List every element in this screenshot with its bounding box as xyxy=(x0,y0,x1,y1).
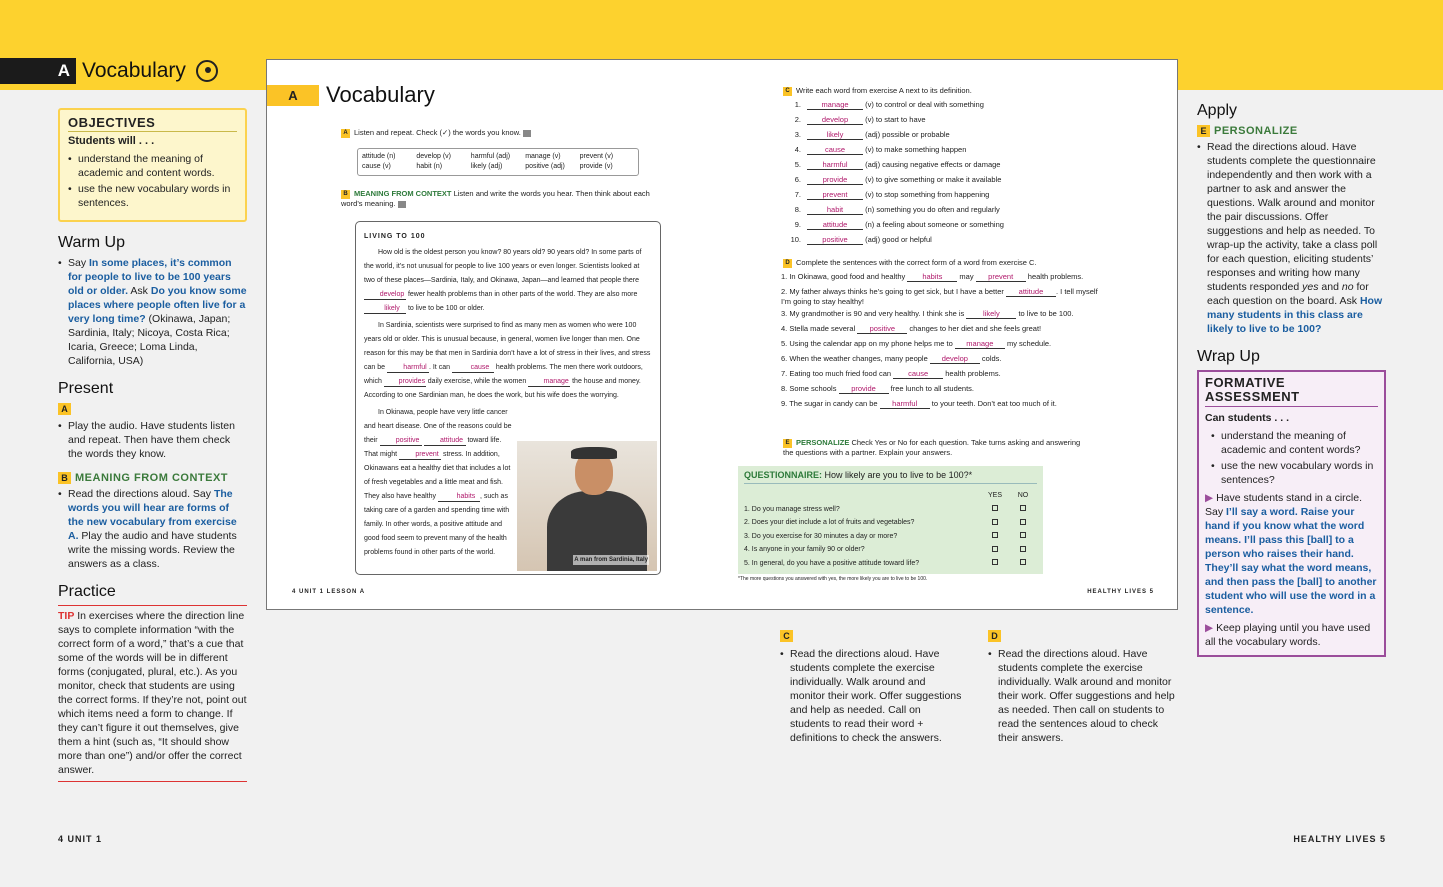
audio-icon[interactable] xyxy=(523,130,531,137)
footer-right: HEALTHY LIVES 5 xyxy=(1293,834,1386,844)
warmup-text: • Say In some places, it’s common for people to live to be 100 years old or older. Ask Do you know some places where people often live for a very long time? (Okinawa, Japan; Sardinia, Italy; Nicoya, Costa Rica; Icaria, Greece; Loma Linda, California, USA) xyxy=(58,256,247,368)
right-teacher-column xyxy=(1197,104,1386,657)
photo-caption: A man from Sardinia, Italy xyxy=(574,557,648,563)
questionnaire-row: 2. Does your diet include a lot of fruits and vegetables? xyxy=(744,516,1037,530)
exercise-e-direction: E PERSONALIZE Check Yes or No for each question. Take turns asking and answering the questions with a partner. Explain your answers. xyxy=(783,438,1081,457)
triangle-bullet-icon: ▶ xyxy=(1205,492,1214,504)
reading-title: LIVING TO 100 xyxy=(364,233,426,240)
formative-lead: Can students . . . xyxy=(1205,412,1290,424)
footer-left: 4 UNIT 1 xyxy=(58,834,103,844)
formative-item: • use the new vocabulary words in sentences? xyxy=(1211,459,1378,487)
exercise-c-item: 6. provide (v) to give something or make it available xyxy=(794,175,1002,184)
formative-title: FORMATIVE ASSESSMENT xyxy=(1205,376,1378,407)
warmup-title: Warm Up xyxy=(58,234,125,251)
section-header xyxy=(0,58,218,84)
page-title: Vocabulary xyxy=(326,82,435,107)
warmup-quote-1: In some places, it’s common for people to live to be 100 years old or older. xyxy=(68,257,232,297)
exercise-c-item: 2. develop (v) to start to have xyxy=(794,115,926,124)
questionnaire-box: QUESTIONNAIRE: How likely are you to live to be 100?* YES NO 1. Do you manage stress well? 2. Does your diet include a lot of fruits and vegetables? 3. Do you exercise for 30 minutes a day or more? 4. Is anyone in your family 90 or older? 5. In general, do you have a positive attitude toward life? xyxy=(738,466,1043,574)
left-teacher-column xyxy=(58,108,247,782)
exercise-d-item: 6. When the weather changes, many people develop colds. xyxy=(781,354,1002,363)
wrapup-title: Wrap Up xyxy=(1197,348,1260,365)
objective-item: • understand the meaning of academic and content words. xyxy=(68,152,237,180)
objective-item: • use the new vocabulary words in sentences. xyxy=(68,182,237,210)
formative-assessment-box xyxy=(1197,370,1386,657)
formative-step-1: ▶ Have students stand in a circle. Say I’ll say a word. Raise your hand if you know what the word means. I’ll pass this [ball] to a person who raises their hand. They’ll say what the word means, and then pass the [ball] to another student who will use the word in a sentence. xyxy=(1205,492,1377,616)
questionnaire-title: QUESTIONNAIRE: How likely are you to live to be 100?* xyxy=(744,470,1037,484)
yes-checkbox[interactable] xyxy=(992,505,998,511)
exercise-d-item: 2. My father always thinks he’s going to get sick, but I have a better attitude . I tell myself I’m going to stay healthy! xyxy=(781,287,1098,306)
formative-step-2: ▶ Keep playing until you have used all the vocabulary words. xyxy=(1205,622,1371,648)
apply-title: Apply xyxy=(1197,102,1238,119)
exercise-c-item: 9. attitude (n) a feeling about someone or something xyxy=(794,220,1004,229)
yes-checkbox[interactable] xyxy=(992,559,998,565)
exercise-d-list xyxy=(781,272,1101,414)
practice-title: Practice xyxy=(58,583,116,600)
exercise-d-item: 8. Some schools provide free lunch to all students. xyxy=(781,384,974,393)
present-b-text: • Read the directions aloud. Say The words you will hear are forms of the new vocabulary from exercise A. Play the audio and have students write the missing words. Review the answers as a class. xyxy=(58,487,247,571)
badge-c: C xyxy=(780,630,793,642)
exercise-a-direction: A Listen and repeat. Check (✓) the words you know. xyxy=(341,128,531,138)
badge-a: A xyxy=(58,403,71,415)
student-book-spread xyxy=(266,59,1178,610)
no-checkbox[interactable] xyxy=(1020,519,1026,525)
exercise-c-item: 5. harmful (adj) causing negative effects or damage xyxy=(794,160,1001,169)
exercise-c-item: 1. manage (v) to control or deal with something xyxy=(794,100,984,109)
badge-e: E xyxy=(1197,125,1210,137)
questionnaire-row: 4. Is anyone in your family 90 or older? xyxy=(744,543,1037,557)
man-from-sardinia-photo xyxy=(517,441,657,571)
tip-label: TIP xyxy=(58,610,75,622)
exercise-d-item: 3. My grandmother is 90 and very healthy. I think she is likely to live to be 100. xyxy=(781,309,1074,318)
audio-hand-icon xyxy=(196,60,218,82)
tip-box: TIP In exercises where the direction line says to complete information “with the correct form of a word,” that’s a cue that some of the words will be in different forms (conjugated, plural, etc.). As you monitor, check that students are using the correct forms. If they’re not, point out which items need a form to change. If they can’t figure it out themselves, give them a hint (such as, “It should show more than one”) and/or offer the correct answer. xyxy=(58,605,247,782)
personalize-heading: PERSONALIZE xyxy=(1214,125,1298,137)
page-footer-left: 4 UNIT 1 LESSON A xyxy=(292,589,366,595)
exercise-c-item: 4. cause (v) to make something happen xyxy=(794,145,967,154)
student-page-right xyxy=(723,60,1179,609)
exercise-d-item: 9. The sugar in candy can be harmful to your teeth. Don’t eat too much of it. xyxy=(781,399,1057,408)
triangle-bullet-icon: ▶ xyxy=(1205,622,1214,634)
exercise-d-item: 4. Stella made several positive changes to her diet and she feels great! xyxy=(781,324,1042,333)
yes-checkbox[interactable] xyxy=(992,546,998,552)
no-checkbox[interactable] xyxy=(1020,546,1026,552)
word-box: attitude (n) develop (v) harmful (adj) manage (v) prevent (v) cause (v) habit (n) likely (adj) positive (adj) provide (v) xyxy=(357,148,639,176)
note-d: D • Read the directions aloud. Have students complete the exercise individually. Walk around and monitor their work. Offer suggestions and help as needed. Then call on students to read the sentences aloud to check their answers. xyxy=(988,629,1178,747)
section-letter: A xyxy=(0,58,76,84)
exercise-c-item: 7. prevent (v) to stop something from happening xyxy=(794,190,990,199)
exercise-c-direction: C Write each word from exercise A next to its definition. xyxy=(783,86,972,96)
formative-item: • understand the meaning of academic and content words? xyxy=(1211,429,1378,457)
page-letter: A xyxy=(267,85,319,106)
exercise-d-direction: D Complete the sentences with the correct form of a word from exercise C. xyxy=(783,258,1037,268)
exercise-d-item: 5. Using the calendar app on my phone helps me to manage my schedule. xyxy=(781,339,1052,348)
present-title: Present xyxy=(58,380,114,397)
audio-icon[interactable] xyxy=(398,201,406,208)
apply-text: • Read the directions aloud. Have students complete the questionnaire independently and then work with a partner to ask and answer the questions. Walk around and monitor the pair discussions. Offer suggestions and help as needed. To wrap-up the activity, take a class poll for each question, eliciting students’ responses and writing how many students responded yes and no for each question on the board. Ask How many students in this class are likely to live to be 100? xyxy=(1197,140,1386,336)
page-footer-right: HEALTHY LIVES 5 xyxy=(1087,589,1154,595)
objectives-lead: Students will . . . xyxy=(68,135,155,147)
exercise-d-item: 7. Eating too much fried food can cause health problems. xyxy=(781,369,1001,378)
no-checkbox[interactable] xyxy=(1020,532,1026,538)
objectives-box xyxy=(58,108,247,222)
note-c: C • Read the directions aloud. Have students complete the exercise individually. Walk around and monitor their work. Offer suggestions and help as needed. Call on students to read their word + definitions to check the answers. xyxy=(780,629,962,747)
reading-living-to-100: LIVING TO 100 How old is the oldest person you know? 80 years old? 90 years old? In some parts of the world, it’s not unusual for people to live 100 years or even longer. Scientists looked at two of these places—Sardinia, Italy, and Okinawa, Japan—and learned that people there develop fewer health problems than in other parts of the world. They are also more likely to live to be 100 or older. In Sardinia, scientists were surprised to find as many men as women who were 100 years old or older. This is unusual because, in general, women live longer than men. One reason for this may be that men in Sardinia don’t have a lot of stress in their lives, and stress can be harmful . It can cause health problems. The men there work outdoors, which provides daily exercise, while the women manage the house and money. According to one Sardinian man, he does the work, but his wife does the worrying. In Okinawa, people have very little cancer and heart disease. One of the reasons could be their positive attitude toward life. That might prevent stress. In addition, Okinawans eat a healthy diet that includes a lot of fresh vegetables and a little meat and fish. They also have healthy habits , such as taking care of a garden and spending time with family. In other words, a positive attitude and good food seem to prevent many of the health problems found in other parts of the world. A man from Sardinia, Italy xyxy=(355,221,661,575)
warmup-quote-2: Do you know some places where people often live for a very long time? xyxy=(68,285,247,325)
exercise-c-list xyxy=(781,100,1004,250)
exercise-b-direction: B MEANING FROM CONTEXT Listen and write the words you hear. Then think about each word’s meaning. xyxy=(341,189,650,208)
yes-checkbox[interactable] xyxy=(992,532,998,538)
objectives-title: OBJECTIVES xyxy=(68,116,237,132)
badge-b: B xyxy=(58,472,71,484)
present-a-text: • Play the audio. Have students listen and repeat. Then have them check the words they know. xyxy=(58,419,247,461)
exercise-c-item: 10. positive (adj) good or helpful xyxy=(790,235,932,244)
no-checkbox[interactable] xyxy=(1020,505,1026,511)
badge-d: D xyxy=(988,630,1001,642)
exercise-c-item: 8. habit (n) something you do often and regularly xyxy=(794,205,1000,214)
questionnaire-row: 3. Do you exercise for 30 minutes a day or more? xyxy=(744,530,1037,544)
exercise-c-item: 3. likely (adj) possible or probable xyxy=(794,130,950,139)
meaning-from-context-heading: MEANING FROM CONTEXT xyxy=(75,472,228,484)
exercise-d-item: 1. In Okinawa, good food and healthy habits may prevent health problems. xyxy=(781,272,1084,281)
questionnaire-row: 1. Do you manage stress well? xyxy=(744,503,1037,517)
questionnaire-row: 5. In general, do you have a positive attitude toward life? xyxy=(744,557,1037,571)
no-checkbox[interactable] xyxy=(1020,559,1026,565)
section-title: Vocabulary xyxy=(82,59,186,82)
student-page-left xyxy=(267,60,723,609)
yes-checkbox[interactable] xyxy=(992,519,998,525)
questionnaire-footnote: *The more questions you answered with yes, the more likely you are to live to be 100. xyxy=(738,576,928,582)
